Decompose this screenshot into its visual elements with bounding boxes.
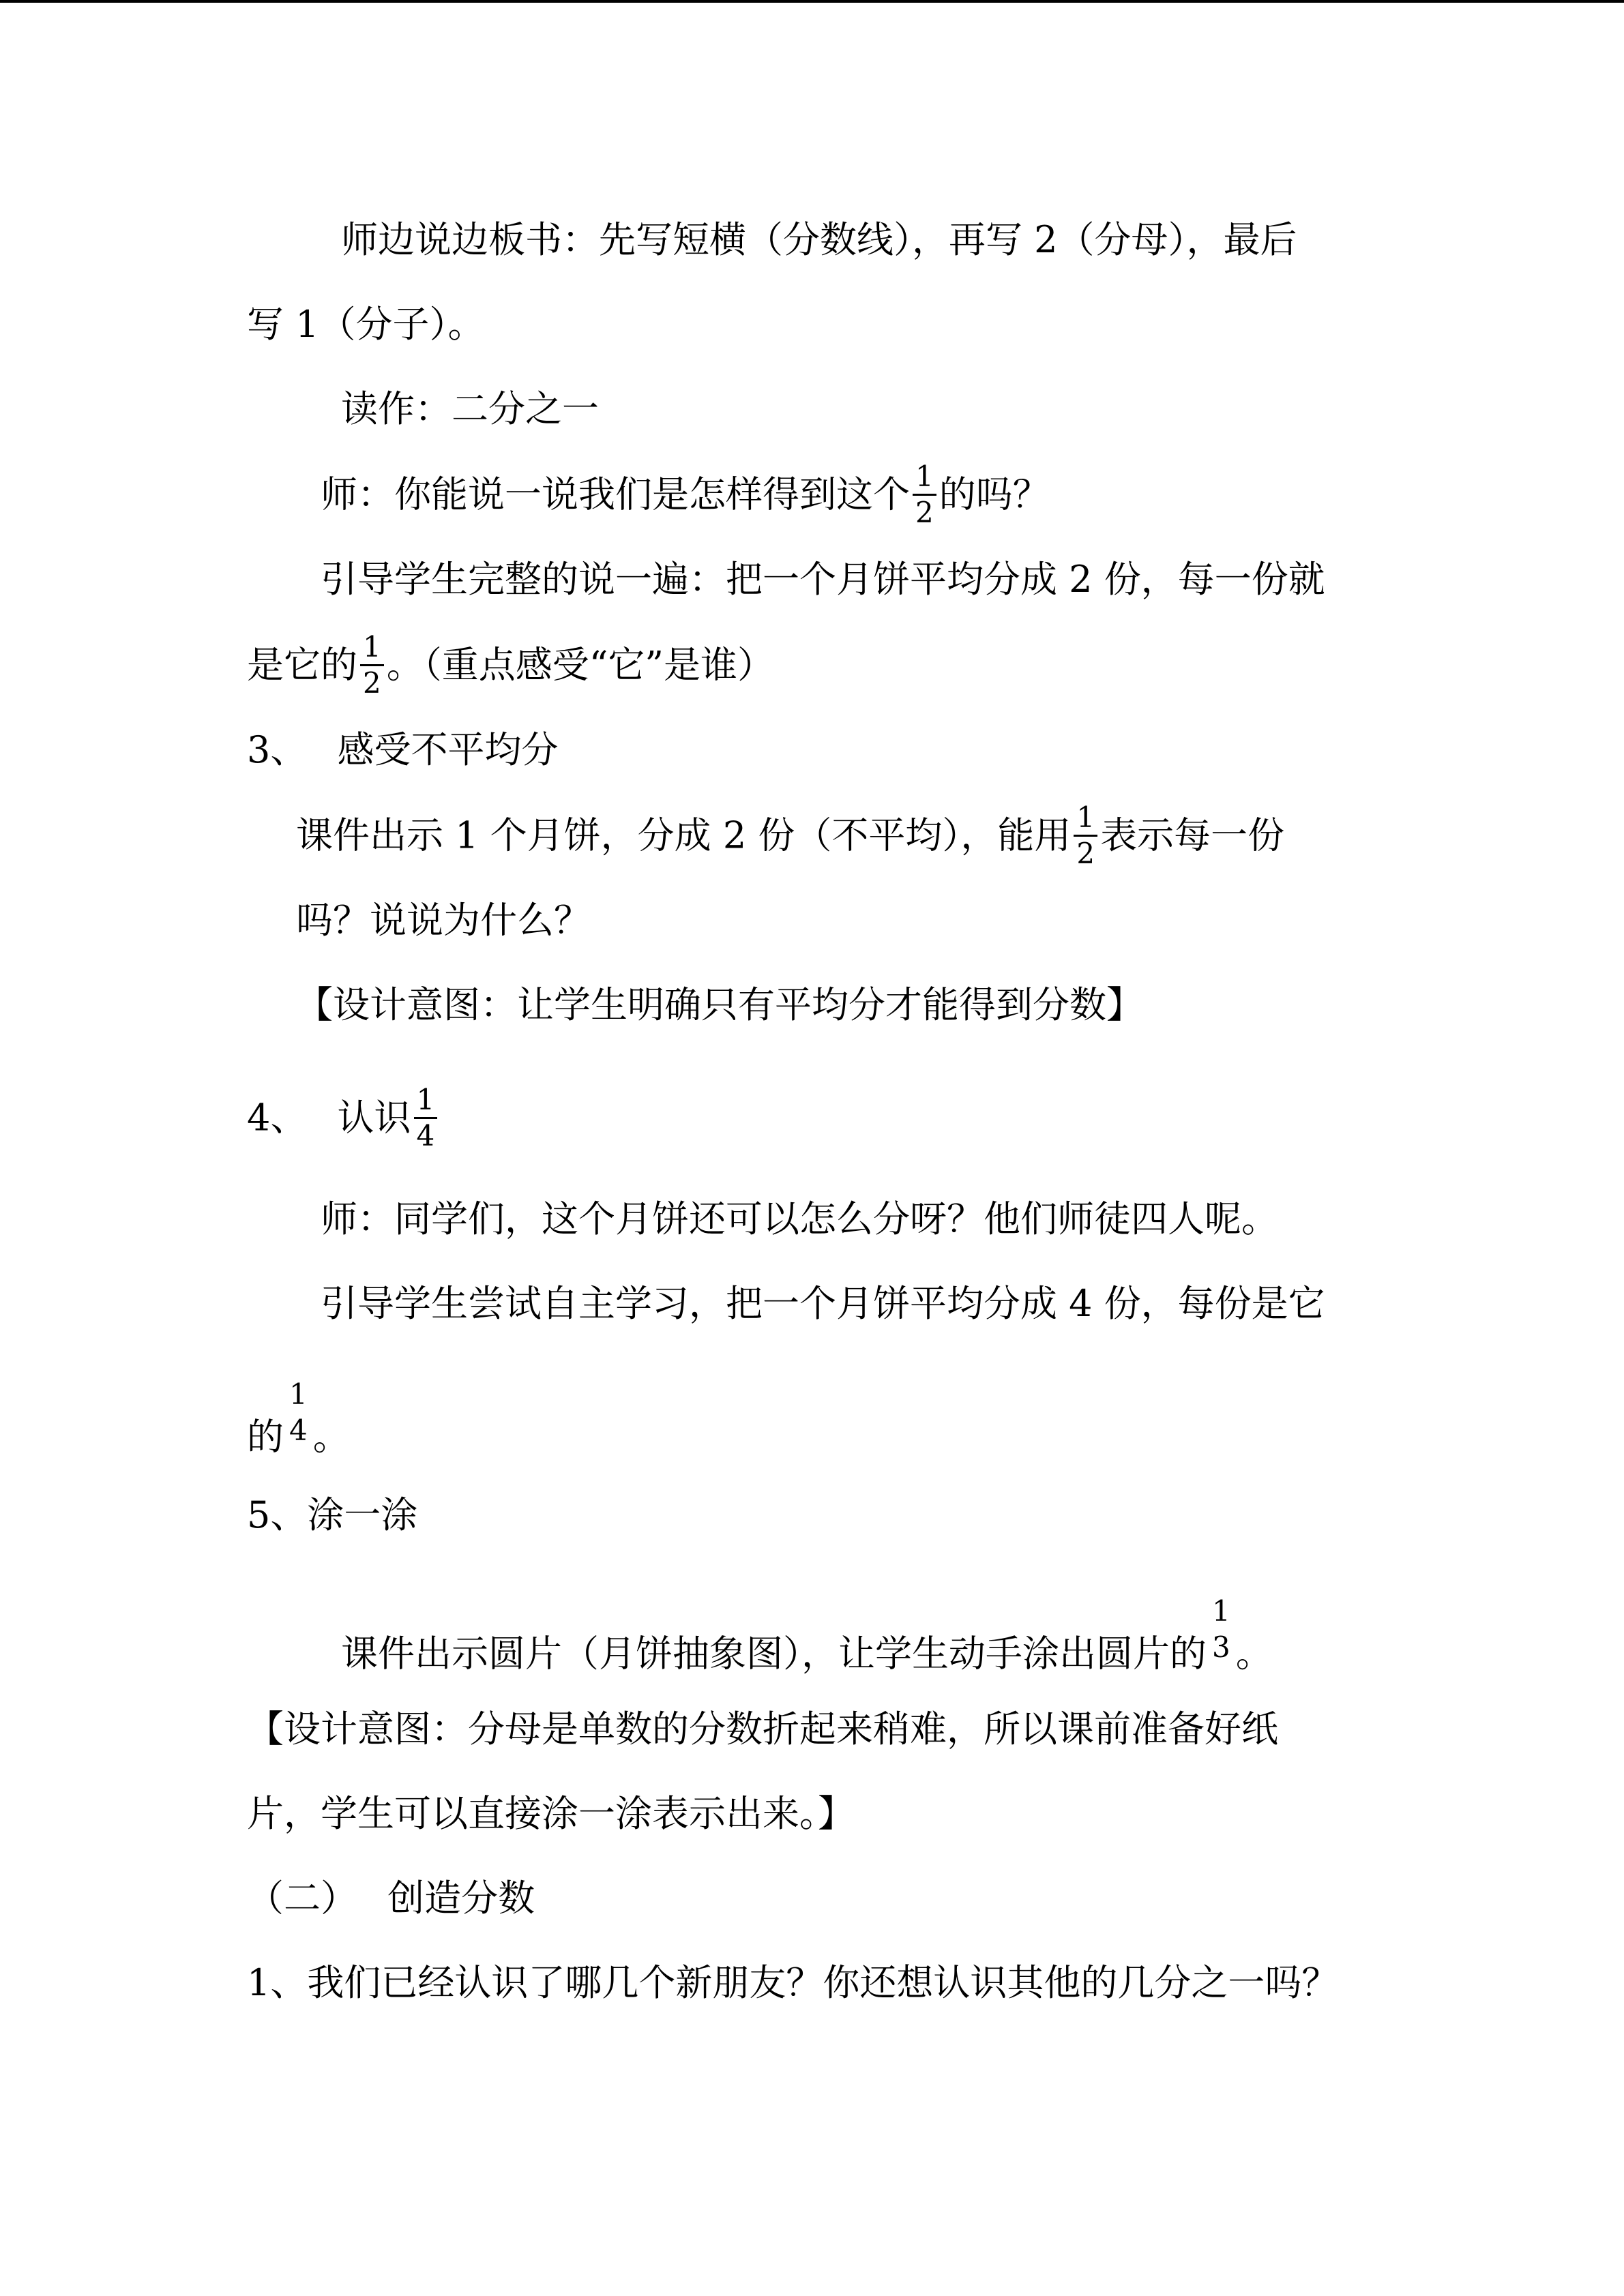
fraction-one-half (913, 461, 936, 528)
text: 引导学生尝试自主学习，把一个月饼平均分成 4 份，每份是它 (321, 1282, 1325, 1325)
text: 。 (1235, 1632, 1273, 1675)
fraction-one-half (360, 631, 384, 699)
fraction-numerator: 1 (289, 1377, 308, 1411)
fraction-one-quarter (414, 1084, 438, 1152)
fraction-numerator: 1 (363, 630, 381, 664)
text: 课件出示圆片（月饼抽象图），让学生动手涂出圆片的 (341, 1632, 1207, 1675)
heading-know-one-quarter (247, 1083, 440, 1154)
design-intent-note-1 (296, 981, 1143, 1030)
text: 写 1（分子）。 (247, 303, 485, 346)
fraction-denominator: 4 (289, 1414, 308, 1447)
paragraph-board-writing (341, 215, 1297, 265)
fraction-denominator: 2 (363, 666, 381, 700)
page-top-border (0, 0, 1624, 3)
heading-create-fractions (247, 1874, 535, 1923)
paragraph-new-friends-question (247, 1958, 1338, 2008)
text: 1、我们已经认识了哪几个新朋友？你还想认识其他的几分之一吗？ (247, 1961, 1339, 2004)
fraction-numerator: 1 (1076, 801, 1095, 834)
paragraph-teacher-question (321, 460, 1050, 531)
paragraph-guide-students (321, 555, 1325, 604)
fraction-denominator: 2 (1076, 837, 1095, 870)
text: 读作：二分之一 (341, 387, 599, 430)
fraction-denominator: 4 (416, 1119, 435, 1152)
paragraph-courseware-mooncake (296, 801, 1285, 872)
paragraph-courseware-mooncake-cont (296, 896, 591, 945)
paragraph-guide-students-cont (247, 630, 774, 702)
text: 【设计意图：分母是单数的分数折起来稍难，所以课前准备好纸 (247, 1708, 1278, 1750)
text: 。（重点感受“它”是谁） (386, 643, 774, 687)
paragraph-self-study-cont (247, 1377, 350, 1474)
text: 的 (247, 1415, 284, 1459)
paragraph-board-writing-cont (247, 300, 485, 349)
text: 师：你能说一说我们是怎样得到这个 (321, 473, 910, 516)
text: 。 (312, 1415, 350, 1459)
fraction-denominator: 3 (1212, 1630, 1230, 1664)
text: 的吗？ (939, 473, 1050, 516)
fraction-denominator: 2 (915, 496, 934, 529)
fraction-one-half (1074, 802, 1097, 869)
paragraph-teacher-question-2 (321, 1195, 1278, 1244)
heading-coloring (247, 1491, 417, 1540)
design-intent-note-2-cont (247, 1789, 855, 1838)
design-intent-note-2 (247, 1705, 1278, 1754)
text: 4、 认识 (247, 1096, 411, 1139)
fraction-one-quarter (286, 1379, 310, 1446)
text: 5、涂一涂 (247, 1493, 418, 1536)
fraction-numerator: 1 (1212, 1594, 1230, 1628)
paragraph-courseware-disk (341, 1594, 1273, 1690)
text: 【设计意图：让学生明确只有平均分才能得到分数】 (296, 983, 1143, 1026)
fraction-numerator: 1 (915, 460, 934, 493)
text: 片，学生可以直接涂一涂表示出来。】 (247, 1792, 855, 1835)
text: （二） 创造分数 (247, 1877, 535, 1920)
text: 师：同学们，这个月饼还可以怎么分呀？他们师徒四人呢。 (321, 1197, 1278, 1240)
text: 吗？说说为什么？ (296, 899, 591, 942)
text: 课件出示 1 个月饼，分成 2 份（不平均），能用 (296, 814, 1072, 857)
text: 师边说边板书：先写短横（分数线），再写 2（分母），最后 (341, 218, 1297, 261)
text: 引导学生完整的说一遍：把一个月饼平均分成 2 份，每一份就 (321, 558, 1325, 601)
text: 3、 感受不平均分 (247, 728, 559, 771)
fraction-one-third (1209, 1596, 1233, 1663)
fraction-numerator: 1 (416, 1083, 435, 1116)
text: 是它的 (247, 643, 357, 687)
heading-unequal-division (247, 726, 559, 775)
paragraph-reading (341, 385, 599, 434)
paragraph-self-study (321, 1279, 1325, 1328)
text: 表示每一份 (1100, 814, 1285, 857)
